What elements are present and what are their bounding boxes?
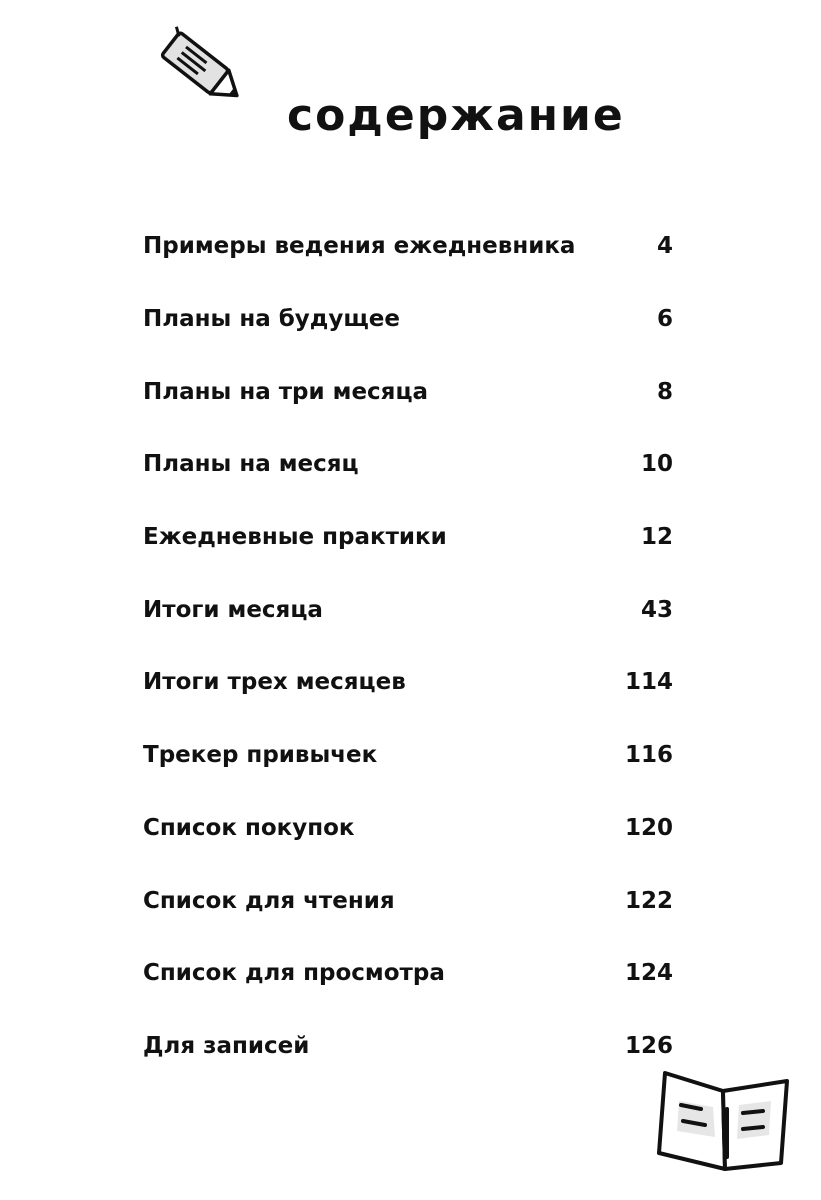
open-book-icon [655,1065,795,1175]
toc-entry-label: Планы на будущее [143,306,400,333]
toc-entry-page: 124 [624,960,673,987]
toc-entry-label: Итоги месяца [143,596,323,623]
toc-entry [143,573,673,646]
toc-entry-page: 12 [640,524,673,551]
toc-entry [143,646,673,719]
toc-entry [143,355,673,428]
toc-entry-page: 6 [656,306,673,333]
toc-entry [143,792,673,865]
toc-entry-page: 8 [656,378,673,405]
toc-entry-label: Для записей [143,1032,310,1059]
toc-entry-page: 116 [624,742,673,769]
toc-entry [143,283,673,356]
toc-entry-page: 4 [656,233,673,260]
toc-entry-page: 120 [624,814,673,841]
toc-entry [143,210,673,283]
toc-entry-page: 43 [640,596,673,623]
table-of-contents [143,210,673,1082]
toc-entry [143,719,673,792]
toc-entry-label: Список для чтения [143,887,395,914]
toc-entry-label: Список покупок [143,814,355,841]
toc-entry-label: Ежедневные практики [143,524,447,551]
toc-entry-label: Планы на три месяца [143,378,429,405]
toc-entry-page: 122 [624,887,673,914]
pencil-icon [150,22,250,114]
page-title: содержание [287,90,625,141]
toc-entry-page: 10 [640,451,673,478]
toc-entry-label: Примеры ведения ежедневника [143,233,576,260]
toc-entry [143,428,673,501]
toc-entry-label: Итоги трех месяцев [143,669,406,696]
toc-entry-label: Трекер привычек [143,742,378,769]
toc-entry [143,1010,673,1083]
toc-entry-page: 126 [624,1032,673,1059]
toc-entry-label: Планы на месяц [143,451,359,478]
toc-entry-label: Список для просмотра [143,960,445,987]
toc-entry-page: 114 [624,669,673,696]
toc-entry [143,864,673,937]
toc-entry [143,937,673,1010]
toc-entry [143,501,673,574]
